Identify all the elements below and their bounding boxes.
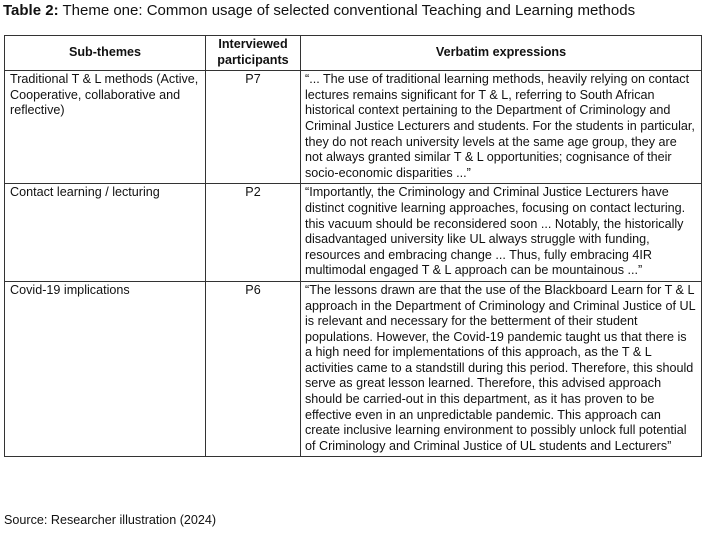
table-row <box>5 71 702 184</box>
sub-theme-cell: Covid-19 implications <box>5 281 206 457</box>
participant-cell: P2 <box>206 184 301 282</box>
verbatim-cell: “Importantly, the Criminology and Criminal Justice Lecturers have distinct cognitive learning approaches, focusing on contact lecturing. this vacuum should be reconsidered soon ... Notably, the historically disadvantaged university like UL always struggle with funding, resources and embracing change ... Thus, fully embracing 4IR multimodal engaged T & L approach can be mountainous ...” <box>301 184 702 282</box>
table-row <box>5 281 702 457</box>
table-title: Theme one: Common usage of selected conventional Teaching and Learning methods <box>58 2 636 19</box>
sub-theme-cell: Contact learning / lecturing <box>5 184 206 282</box>
themes-table <box>4 35 702 457</box>
verbatim-cell: “The lessons drawn are that the use of the Blackboard Learn for T & L approach in the Department of Criminology and Criminal Justice of UL is relevant and necessary for the betterment of their student populations. However, the Covid-19 pandemic taught us that there is a high need for implementations of this approach, as the T & L activities came to a standstill during this period. Therefore, this should serve as great lesson learned. Therefore, this advised approach should be carried-out in this department, as it has proven to be effective even in an unpredictable pandemic. This approach can create inclusive learning environment to possibly unlock full potential of Criminology and Criminal Justice of UL students and Lecturers” <box>301 281 702 457</box>
source-note: Source: Researcher illustration (2024) <box>4 513 217 527</box>
header-verbatim-expressions: Verbatim expressions <box>301 36 702 71</box>
sub-theme-cell: Traditional T & L methods (Active, Cooperative, collaborative and reflective) <box>5 71 206 184</box>
header-sub-themes: Sub-themes <box>5 36 206 71</box>
participant-cell: P7 <box>206 71 301 184</box>
participant-cell: P6 <box>206 281 301 457</box>
table-caption <box>3 2 635 20</box>
header-interviewed-participants: Interviewed participants <box>206 36 301 71</box>
table-label: Table 2: <box>3 2 59 19</box>
verbatim-cell: “... The use of traditional learning methods, heavily relying on contact lectures remains significant for T & L, referring to South African historical context pertaining to the Department of Criminology and Criminal Justice Lecturers and students. For the students in particular, they do not reach university levels at the same age group, they are not always granted similar T & L opportunities; cognisance of their socio-economic disparities ...” <box>301 71 702 184</box>
table-header-row <box>5 36 702 71</box>
table-row <box>5 184 702 282</box>
